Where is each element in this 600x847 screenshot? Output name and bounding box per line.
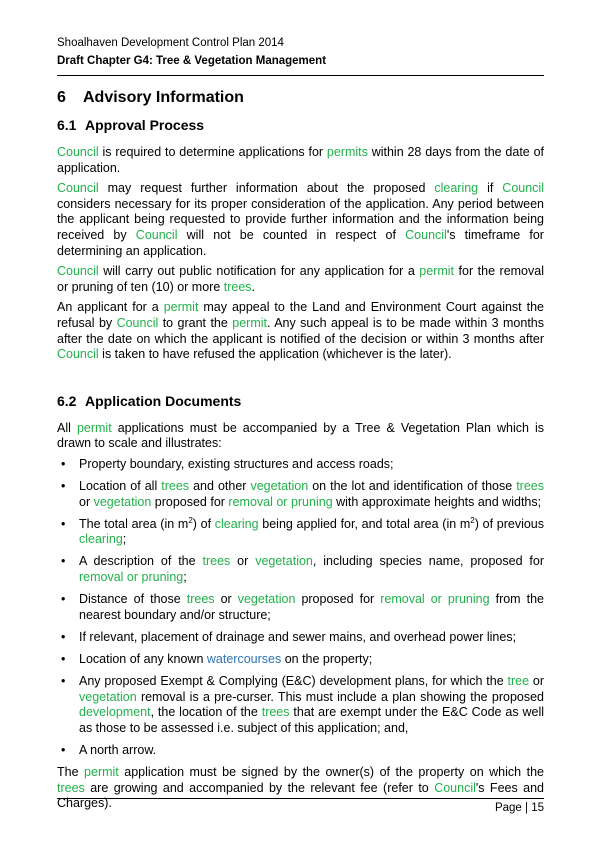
text-span: Distance of those [79,592,187,607]
bullet-icon: • [61,516,66,531]
keyword-vegetation: vegetation [237,592,296,607]
paragraph-plan-requirement [57,421,544,452]
text-span: if [478,181,503,196]
keyword-removal-or-pruning: removal or pruning [380,592,490,607]
section-6-title: Advisory Information [83,89,244,106]
keyword-clearing: clearing [214,516,259,531]
text-span: to grant the [158,315,233,330]
list-item [57,479,544,510]
text-span: for the removal or pruning of ten (10) or more [57,264,544,294]
keyword-permit: permit [84,764,119,779]
text-span: may request further information about the proposed [98,181,435,196]
text-span: is taken to have refused the application (whichever is the later). [98,347,452,362]
bullet-icon: • [61,479,66,493]
paragraph-signature-fee [57,765,544,812]
text-span: that are exempt under the E&C Code as well as those to be assessed i.e. subject of this application; and, [79,705,544,735]
text-span: All [57,420,77,435]
text-span: , including species name, proposed for [312,554,544,569]
text-span: being applied for, and total area (in m [258,516,471,531]
text-span: on the property; [281,651,373,666]
keyword-permit: permit [232,315,267,330]
text-span: or [529,673,544,688]
keyword-development: development [79,705,151,720]
keyword-watercourses: watercourses [206,651,282,666]
superscript: 2 [470,515,475,525]
text-span: will carry out public notification for any application for a [98,264,420,279]
keyword-permit: permit [419,264,455,279]
text-span: ) of [192,516,215,531]
keyword-permit: permit [76,420,112,435]
section-6-heading [57,88,544,108]
list-item [57,652,544,668]
section-6-1-number: 6.1 [57,117,77,133]
text-span: may appeal to the Land and Environment Court against the refusal by [57,300,544,330]
text-span: The [57,764,85,779]
section-6-2-number: 6.2 [57,392,77,409]
text-span: or [214,592,238,607]
text-span: on the lot and identification of those [308,479,517,493]
text-span: is required to determine applications for [98,145,327,159]
keyword-trees: trees [202,554,231,569]
keyword-trees: trees [516,479,544,493]
text-span: Location of any known [79,651,207,666]
keyword-permits: permits [326,145,368,159]
bullet-icon: • [61,673,66,688]
header-chapter-title: Draft Chapter G4: Tree & Vegetation Management [57,55,327,67]
text-span: and other [189,479,251,493]
text-span: ; [183,569,187,584]
plan-requirements-list [57,457,544,759]
text-span: proposed for [295,592,381,607]
text-span: ) of previous [474,516,544,531]
text-span: If relevant, placement of drainage and sewer mains, and overhead power lines; [79,629,517,644]
text-span: ; [122,532,127,547]
text-span: or [230,554,256,569]
text-span: removal is a pre-curser. This must include a plan showing the proposed [136,689,544,704]
keyword-clearing: clearing [79,532,123,547]
text-span: A description of the [79,554,203,569]
bullet-icon: • [61,742,66,757]
keyword-clearing: clearing [434,181,479,196]
header-plan-title: Shoalhaven Development Control Plan 2014 [57,37,284,49]
text-span: considers necessary for its proper consideration of the application. Any period between the applicant being requested to provide further information and the information being received by [57,196,544,242]
text-span: 's Fees and Charges). [57,780,544,811]
paragraph-further-information [57,181,544,259]
paragraph-determination-period [57,145,544,176]
text-span: An applicant for a [57,300,164,315]
text-span: within 28 days from the date of application. [57,145,544,175]
text-span: , the location of the [150,705,262,720]
keyword-trees: trees [57,780,85,795]
superscript: 2 [188,515,193,525]
text-span: . Any such appeal is to be made within 3 months after the date on which the applicant is notified of the decision or within 3 months after [57,315,544,346]
keyword-council: Council [405,227,447,242]
bullet-icon: • [61,592,66,607]
keyword-council: Council [434,780,476,795]
footer-rule [57,798,544,799]
keyword-vegetation: vegetation [250,479,309,493]
text-span: . [251,279,256,294]
keyword-council: Council [135,227,178,242]
bullet-icon: • [61,629,66,644]
text-span: from the nearest boundary and/or structure; [79,592,545,622]
list-item [57,743,544,759]
list-item [57,554,544,585]
keyword-council: Council [57,264,99,279]
section-spacer [57,368,544,392]
text-span: will not be counted in respect of [177,227,406,242]
list-item [57,517,544,548]
text-span: are growing and accompanied by the relevant fee (refer to [84,780,435,795]
text-span: 's timeframe for determining an application. [57,227,544,258]
keyword-trees: trees [186,592,215,607]
bullet-icon: • [61,651,66,666]
text-span: application must be signed by the owner(s) of the property on which the [118,764,544,779]
page-number: Page | 15 [494,802,544,814]
text-span: Property boundary, existing structures and access roads; [79,456,394,471]
keyword-trees: trees [223,279,252,294]
page-content [57,88,544,817]
paragraph-appeal [57,300,544,362]
keyword-council: Council [57,347,99,362]
list-item [57,674,544,736]
text-span: A north arrow. [79,742,157,757]
list-item [57,457,544,473]
list-item [57,592,544,623]
keyword-vegetation: vegetation [93,494,152,509]
keyword-trees: trees [161,479,190,493]
section-6-1-heading [57,116,544,134]
paragraph-public-notification [57,264,544,295]
keyword-vegetation: vegetation [79,689,137,704]
section-6-1-title: Approval Process [85,117,205,133]
keyword-council: Council [116,315,159,330]
text-span: Any proposed Exempt & Complying (E&C) development plans, for which the [79,673,508,688]
section-6-number: 6 [57,89,66,106]
text-span: applications must be accompanied by a Tree & Vegetation Plan which is drawn to scale and illustrates: [57,420,545,451]
keyword-tree: tree [507,673,530,688]
keyword-removal-or-pruning: removal or pruning [79,569,184,584]
keyword-council: Council [502,181,544,196]
text-span: Location of all [79,479,162,493]
keyword-council: Council [57,181,99,196]
bullet-icon: • [61,554,66,569]
text-span: or [79,494,94,509]
bullet-icon: • [61,456,66,471]
text-span: with approximate heights and widths; [332,494,542,509]
header-rule [57,75,544,76]
keyword-vegetation: vegetation [255,554,313,569]
list-item [57,630,544,646]
keyword-council: Council [57,145,99,159]
text-span: proposed for [151,494,229,509]
text-span: The total area (in m [79,516,189,531]
keyword-trees: trees [261,705,290,720]
section-6-2-heading [57,392,544,410]
section-6-2-title: Application Documents [85,392,242,409]
keyword-removal-or-pruning: removal or pruning [228,494,333,509]
keyword-permit: permit [163,300,199,315]
